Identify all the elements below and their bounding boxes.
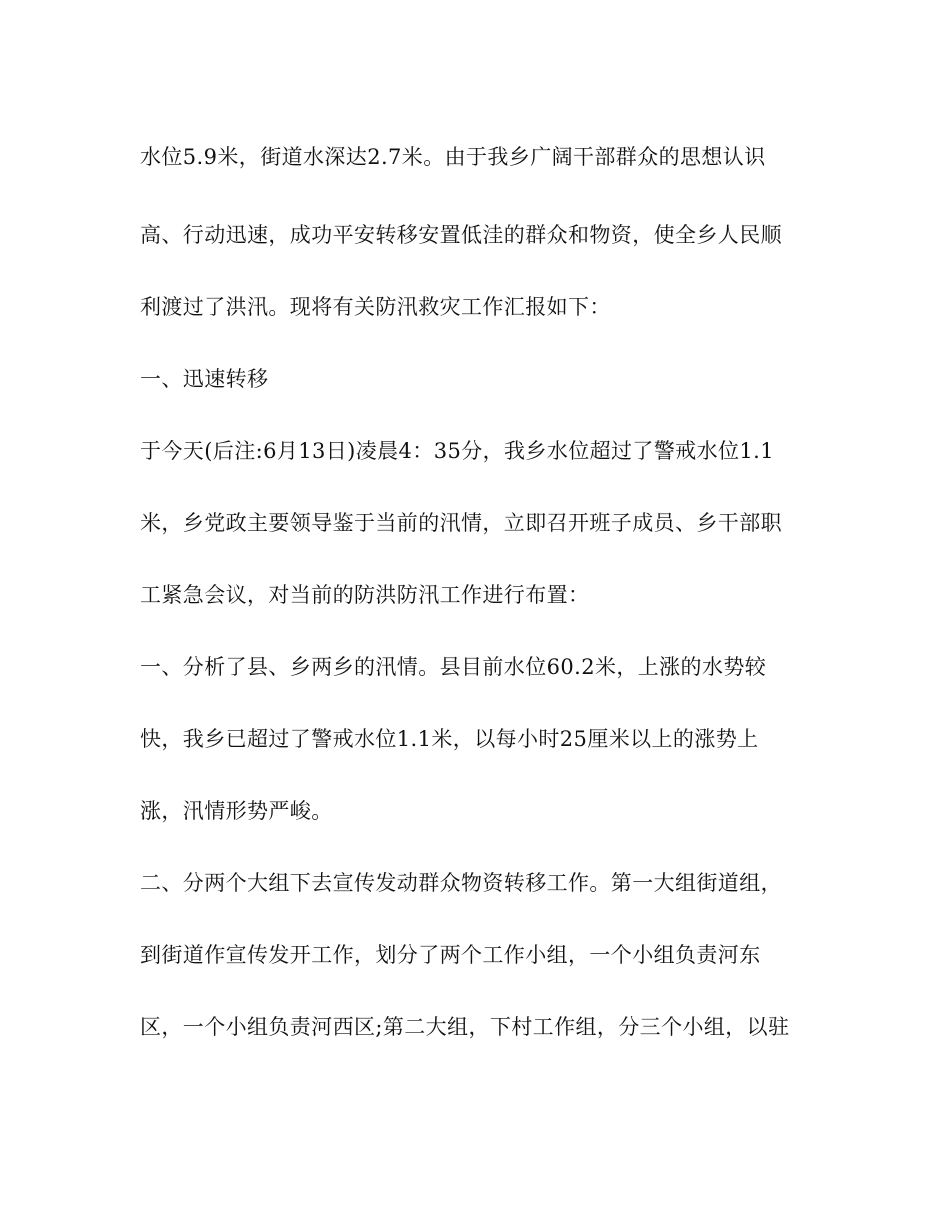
text-line: 于今天(后注:6月13日)凌晨4：35分，我乡水位超过了警戒水位1.1 bbox=[140, 439, 775, 463]
text-line: 二、分两个大组下去宣传发动群众物资转移工作。第一大组街道组， bbox=[140, 871, 782, 895]
text-line: 水位5.9米，街道水深达2.7米。由于我乡广阔干部群众的思想认识 bbox=[140, 145, 766, 169]
text-line: 工紧急会议，对当前的防洪防汛工作进行布置： bbox=[140, 583, 590, 607]
text-line: 利渡过了洪汛。现将有关防汛救灾工作汇报如下： bbox=[140, 295, 611, 319]
text-line: 区，一个小组负责河西区;第二大组，下村工作组，分三个小组，以驻 bbox=[140, 1015, 790, 1039]
text-line: 高、行动迅速，成功平安转移安置低洼的群众和物资，使全乡人民顺 bbox=[140, 223, 782, 247]
section-heading: 一、迅速转移 bbox=[140, 367, 269, 391]
text-line: 一、分析了县、乡两乡的汛情。县目前水位60.2米，上涨的水势较 bbox=[140, 655, 767, 679]
text-line: 米，乡党政主要领导鉴于当前的汛情，立即召开班子成员、乡干部职 bbox=[140, 511, 782, 535]
text-line: 快，我乡已超过了警戒水位1.1米，以每小时25厘米以上的涨势上 bbox=[140, 727, 759, 751]
text-line: 涨，汛情形势严峻。 bbox=[140, 799, 333, 823]
text-line: 到街道作宣传发开工作，划分了两个工作小组，一个小组负责河东 bbox=[140, 943, 761, 967]
